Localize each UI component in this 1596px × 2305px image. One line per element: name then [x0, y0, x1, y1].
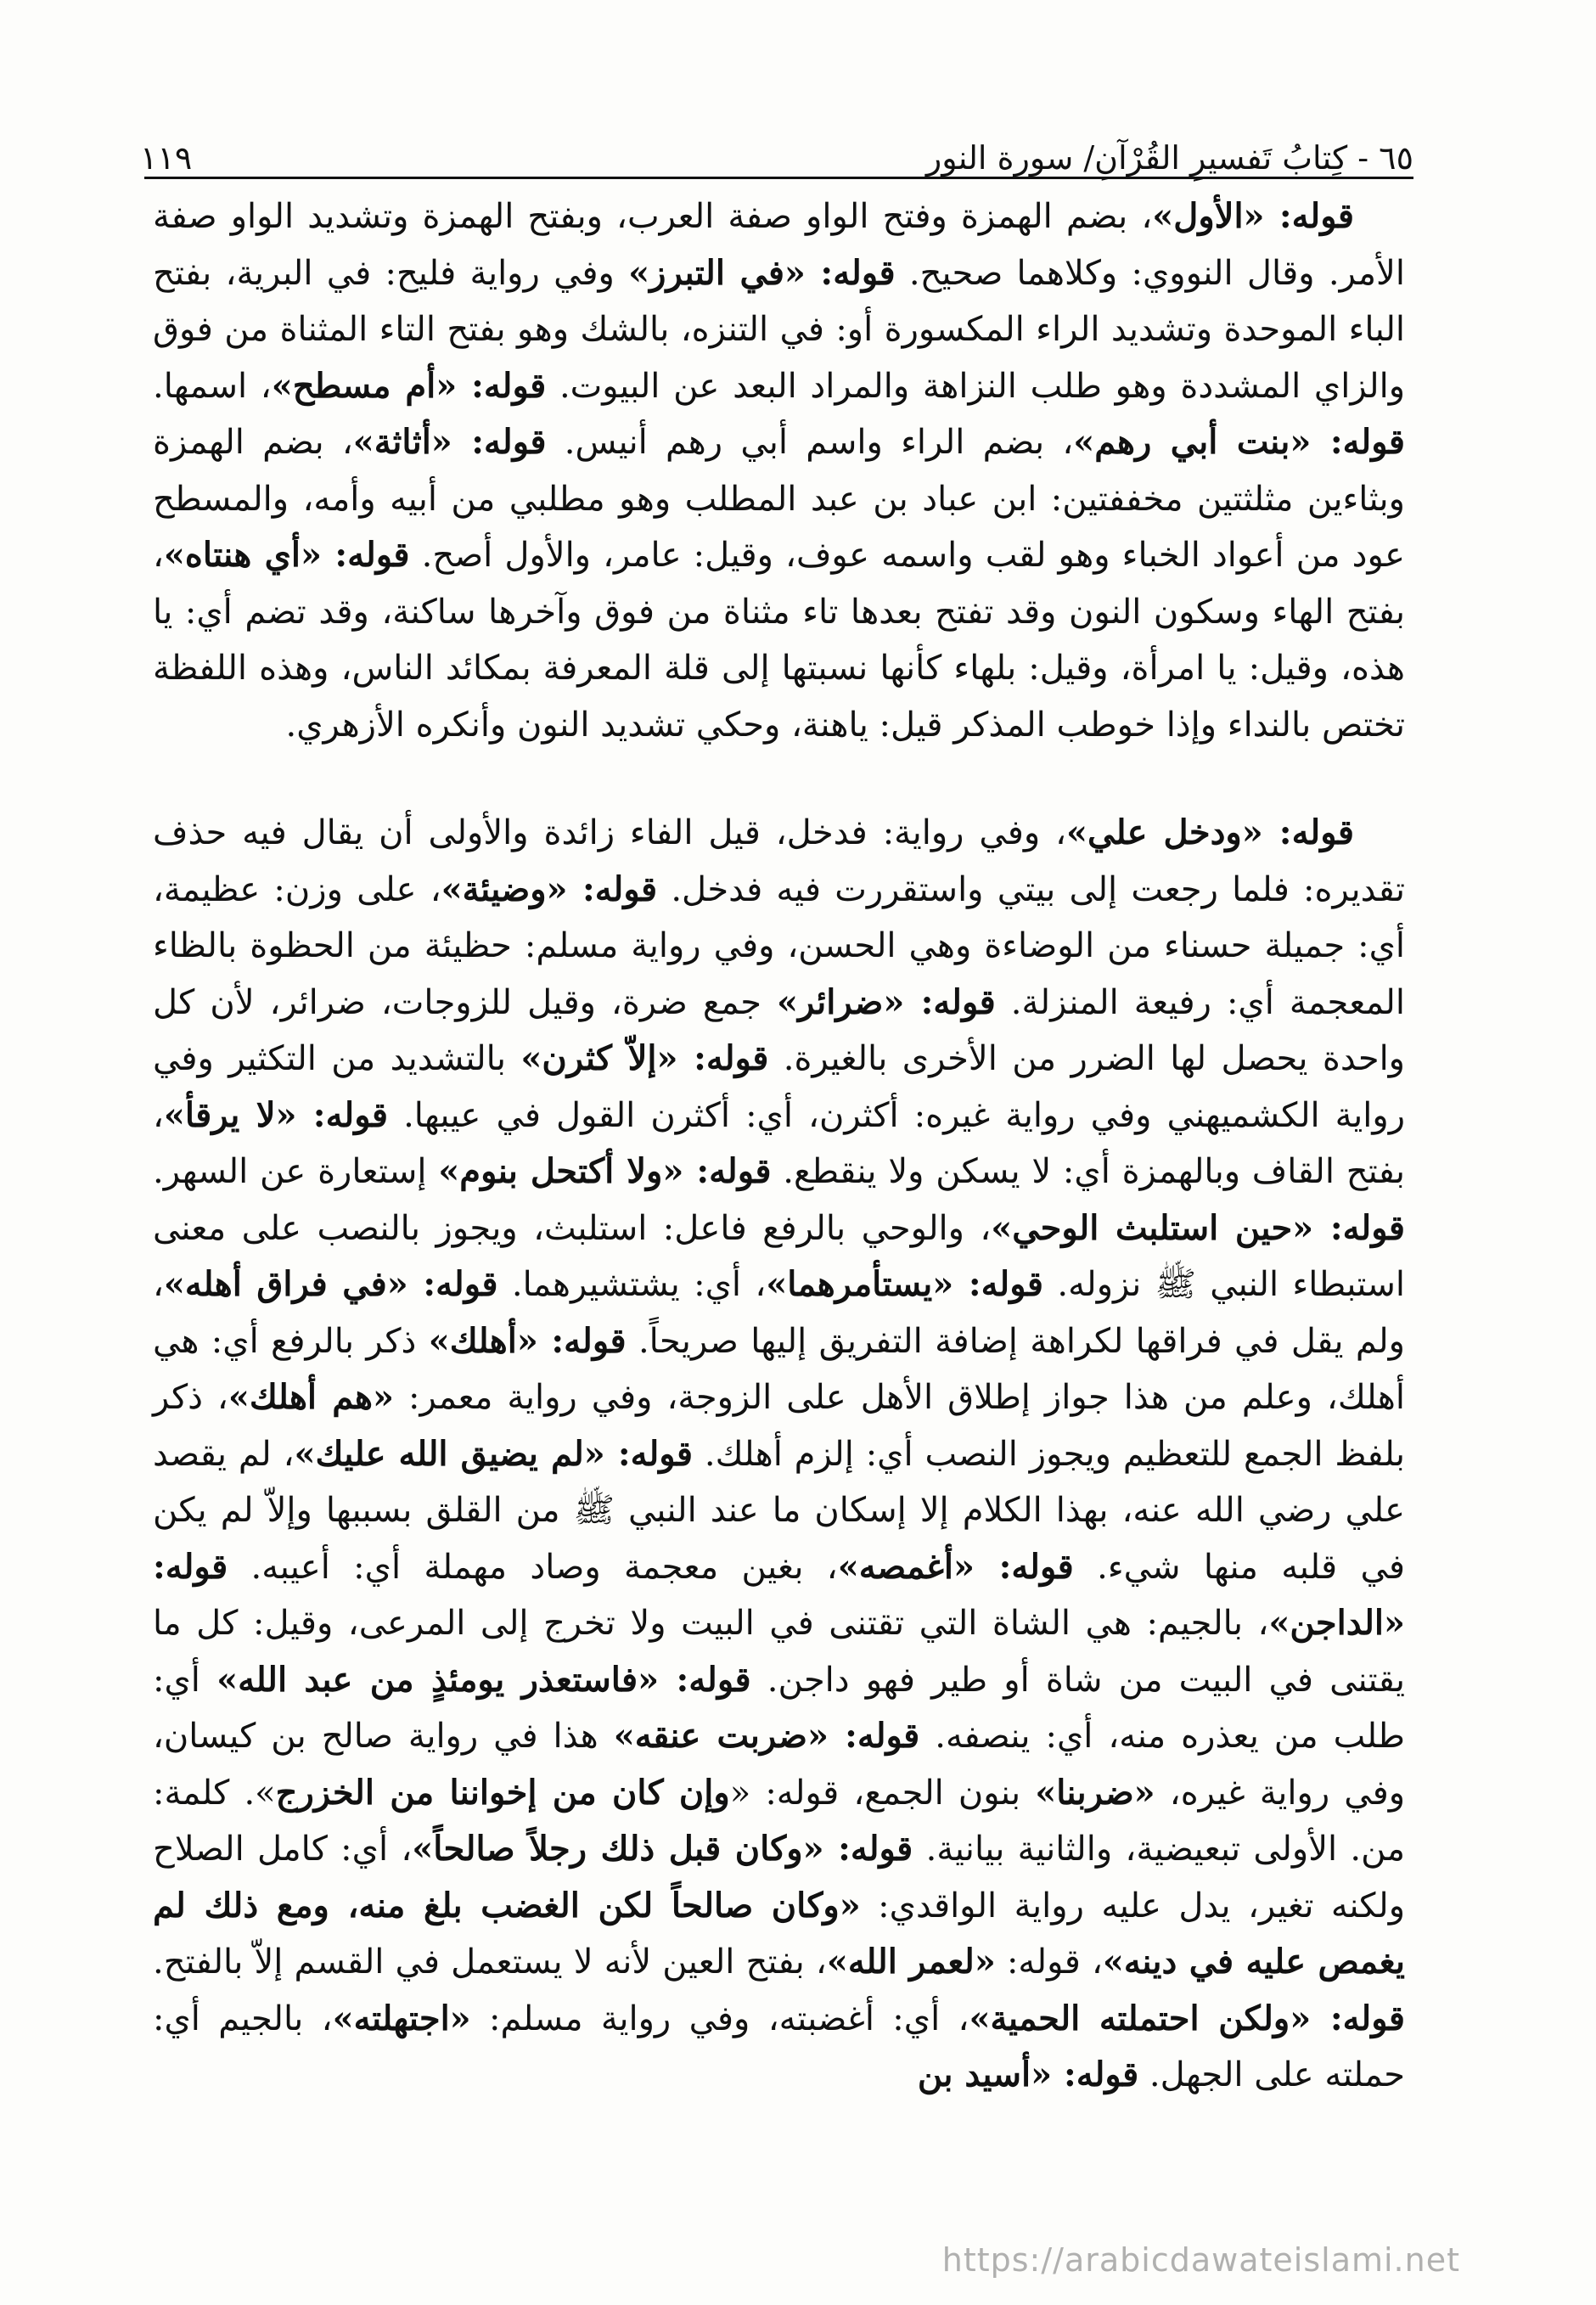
heading-quote: قوله: «يستأمرهما» [766, 1264, 1043, 1304]
heading-quote: «وكان صالحاً لكن الغضب بلغ منه، ومع ذلك لم يغمص عليه في دينه» [153, 1885, 1406, 1982]
commentary-text: ، بفتح القاف وبالهمزة أي: لا يسكن ولا ينقطع. [153, 1095, 1406, 1191]
commentary-text: إستعارة عن السهر. [153, 1152, 439, 1191]
heading-quote: «اجتهلته» [332, 1998, 471, 2038]
heading-quote: قوله: «أي هنتاه» [163, 535, 410, 575]
paragraph [153, 188, 1405, 753]
commentary-text: ، أي: يشتشيرهما. [497, 1265, 767, 1304]
heading-quote: قوله: «حين استلبث الوحي» [991, 1207, 1406, 1248]
heading-quote: قوله: «أثاثة» [352, 422, 547, 462]
commentary-text: ، لم يقصد علي رضي الله عنه، بهذا الكلام إلا إسكان ما عند النبي ﷺ من القلق بسببها وإلاّ لم يكن في قلبه منها شيء. [153, 1434, 1405, 1587]
page-number: ١١٩ [140, 139, 193, 177]
commentary-text: بنون الجمع، قوله: « [729, 1773, 1036, 1813]
commentary-text: هذا في رواية صالح بن كيسان، وفي رواية غيره، [153, 1717, 1406, 1813]
heading-quote: قوله: «في فراق أهله» [163, 1264, 498, 1304]
heading-quote: قوله: «لا يرقأ» [163, 1094, 388, 1135]
heading-quote: قوله: «ودخل علي» [1065, 812, 1354, 852]
heading-quote: قوله: «ضرائر» [777, 981, 996, 1022]
running-title: ٦٥ - كِتابُ تَفسيرِ القُرْآنِ/ سورة النور [925, 139, 1413, 177]
commentary-text: ، والوحي بالرفع فاعل: استلبث، ويجوز بالنصب على معنى استبطاء النبي ﷺ نزوله. [153, 1208, 1405, 1304]
commentary-text: ، بفتح الهاء وسكون النون وقد تفتح بعدها تاء مثناة من فوق وآخرها ساكنة، وقد تضم أي: يا هذه، وقيل: يا امرأة، وقيل: بلهاء كأنها نسبتها إلى قلة المعرفة بمكائد الناس، وهذه اللفظة تختص بالنداء وإذا خوطب المذكر قيل: ياهنة، وحكي تشديد النون وأنكره الأزهري. [153, 536, 1405, 745]
heading-quote: قوله: «أم مسطح» [271, 365, 547, 406]
heading-quote: قوله: «إلاّ كثرن» [520, 1038, 769, 1078]
paragraph [153, 805, 1405, 2104]
heading-quote: «هم أهلك» [228, 1377, 394, 1417]
commentary-text: ، بضم الهمزة وفتح الواو صفة العرب، وبفتح الهمزة وتشديد الواو صفة الأمر. وقال النووي: وكلاهما صحيح. [153, 197, 1405, 293]
commentary-text: ». كلمة: من. الأولى تبعيضية، والثانية بيانية. [153, 1773, 1406, 1869]
commentary-text: جمع ضرة، وقيل للزوجات، ضرائر، لأن كل واحدة يحصل لها الضرر من الأخرى بالغيرة. [153, 982, 1405, 1078]
commentary-body [153, 188, 1405, 2104]
heading-quote: قوله: «بنت أبي رهم» [1073, 422, 1406, 462]
heading-quote: قوله: «ولكن احتملته الحمية» [969, 1998, 1406, 2038]
commentary-text: ، وفي رواية: فدخل، قيل الفاء زائدة والأولى أن يقال فيه حذف تقديره: فلما رجعت إلى بيتي واستقررت فيه فدخل. [153, 813, 1406, 909]
header-rule [144, 177, 1413, 179]
watermark-url[interactable]: https://arabicdawateislami.net [941, 2241, 1460, 2279]
heading-quote: «ضربنا» [1035, 1772, 1155, 1813]
heading-quote: قوله: «الداجن» [153, 1546, 1405, 1643]
heading-quote: قوله: «وكان قبل ذلك رجلاً صالحاً» [412, 1829, 913, 1869]
commentary-text: ، أي: كامل الصلاح ولكنه تغير، يدل عليه رواية الواقدي: [153, 1830, 1406, 1926]
heading-quote: قوله: «وضيئة» [441, 869, 658, 909]
heading-quote: قوله: «لم يضيق الله عليك» [294, 1433, 694, 1474]
commentary-text: بالتشديد من التكثير وفي رواية الكشميهني وفي رواية غيره: أكثرن، أي: أكثرن القول في عيبها. [153, 1039, 1406, 1135]
commentary-text: ، اسمها. [153, 366, 272, 406]
heading-quote: وإن كان من إخواننا من الخزرج [275, 1772, 730, 1813]
commentary-text: ، بغين معجمة وصاد مهملة أي: أعيبه. [228, 1547, 838, 1587]
heading-quote: قوله: «في التبرز» [628, 252, 896, 293]
heading-quote: قوله: «ولا أكتحل بنوم» [438, 1151, 772, 1191]
heading-quote: قوله: «أغمصه» [837, 1546, 1074, 1587]
commentary-text: ، بضم الراء واسم أبي رهم أنيس. [546, 423, 1074, 462]
heading-quote: قوله: «أسيد بن [917, 2055, 1139, 2094]
commentary-text: ، ولم يقل في فراقها لكراهة إضافة التفريق إليها صريحاً. [153, 1265, 1406, 1361]
commentary-text: ، بالجيم أي: حملته على الجهل. [153, 1999, 1405, 2094]
heading-quote: قوله: «فاستعذر يومئذٍ من عبد الله» [216, 1659, 751, 1700]
commentary-text: ، بضم الهمزة وبثاءين مثلثتين مخففتين: ابن عباد بن عبد المطلب وهو مطلبي من أبيه وأمه، والمسطح عود من أعواد الخباء وهو لقب واسمه عوف، وقيل: عامر، والأول أصح. [153, 423, 1405, 575]
page-header [140, 110, 1413, 177]
commentary-text: ، ذكر بلفظ الجمع للتعظيم ويجوز النصب أي: إلزم أهلك. [153, 1378, 1406, 1474]
commentary-text: وفي رواية فليح: في البرية، بفتح الباء الموحدة وتشديد الراء المكسورة أو: في التنزه، بالشك وهو بفتح التاء المثناة من فوق والزاي المشددة وهو طلب النزاهة والمراد البعد عن البيوت. [153, 253, 1406, 406]
heading-quote: قوله: «أهلك» [428, 1320, 627, 1361]
heading-quote: «لعمر الله» [826, 1942, 996, 1982]
commentary-text: ، قوله: [995, 1942, 1103, 1982]
commentary-text: ، أي: أغضبته، وفي رواية مسلم: [470, 1999, 969, 2038]
heading-quote: قوله: «الأول» [1152, 196, 1355, 236]
commentary-text: ذكر بالرفع أي: هي أهلك، وعلم من هذا جواز إطلاق الأهل على الزوجة، وفي رواية معمر: [153, 1321, 1405, 1417]
commentary-text: ، على وزن: عظيمة، أي: جميلة حسناء من الوضاءة وهي الحسن، وفي رواية مسلم: حظيئة من الحظوة بالظاء المعجمة أي: رفيعة المنزلة. [153, 869, 1405, 1022]
commentary-text: ، بالجيم: هي الشاة التي تقتنى في البيت ولا تخرج إلى المرعى، وقيل: كل ما يقتنى في البيت من شاة أو طير فهو داجن. [153, 1604, 1405, 1700]
commentary-text: أي: طلب من يعذره منه، أي: ينصفه. [153, 1660, 1405, 1756]
commentary-text: ، بفتح العين لأنه لا يستعمل في القسم إلاّ بالفتح. [153, 1942, 827, 1982]
heading-quote: قوله: «ضربت عنقه» [613, 1716, 920, 1756]
